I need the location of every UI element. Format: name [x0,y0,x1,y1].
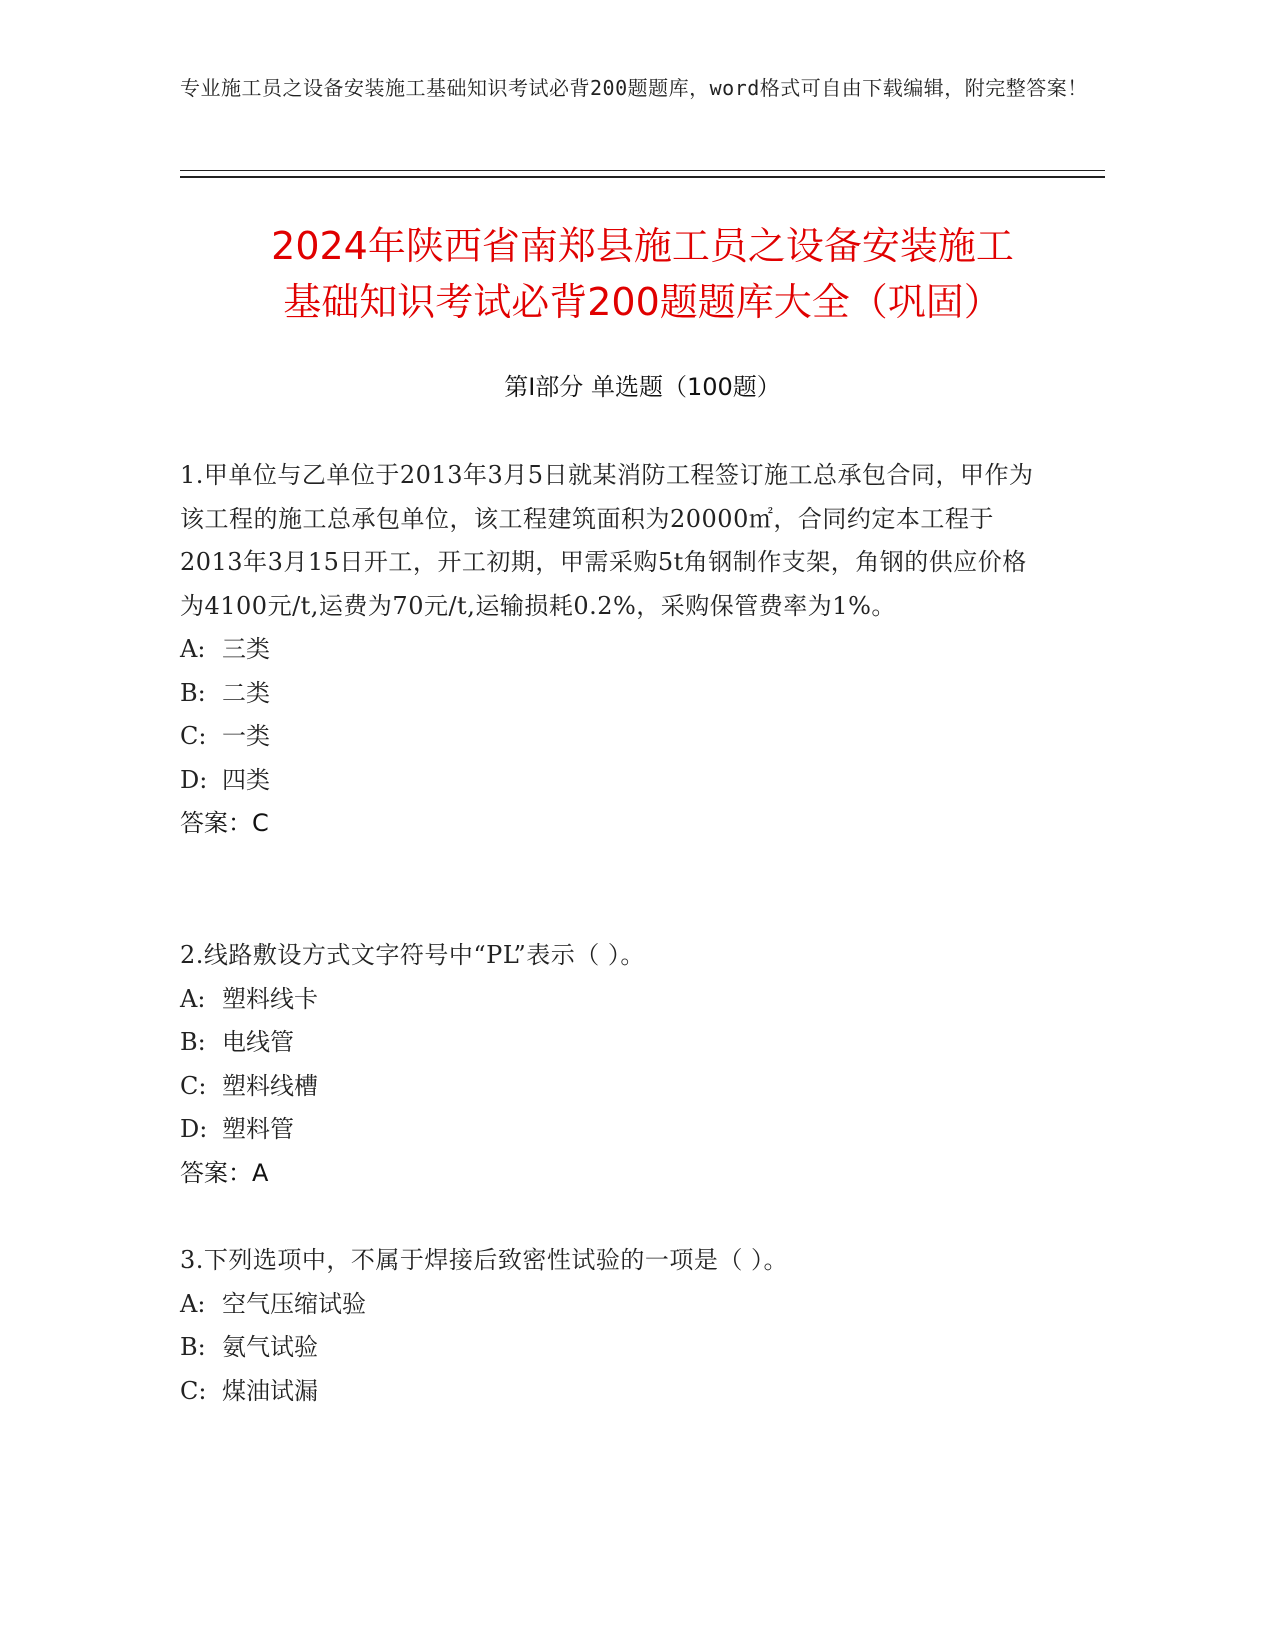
option-a [180,1283,1040,1327]
option-text: 煤油试漏 [222,1376,318,1405]
option-text: 三类 [222,635,270,663]
option-d [180,1108,1040,1152]
option-c [180,1065,1040,1109]
option-text: 氨气试验 [222,1333,318,1361]
option-letter: A: [180,1289,206,1318]
section-title: 第I部分 单选题（100题） [504,373,781,401]
option-a [180,978,1040,1022]
option-letter: A: [180,984,206,1013]
option-letter: A: [180,635,206,663]
option-b [180,1326,1040,1370]
title-line-2: 基础知识考试必背200题题库大全（巩固） [283,280,1002,324]
option-letter: B: [180,1333,206,1361]
answer-line: 答案：A [180,1158,269,1187]
option-text: 空气压缩试验 [222,1289,366,1318]
question-stem: 3.下列选项中，不属于焊接后致密性试验的一项是（ ）。 [180,1246,789,1274]
option-letter: D: [180,765,208,794]
option-d [180,759,1040,803]
document-title [180,218,1105,330]
option-text: 四类 [222,765,270,794]
option-letter: C: [180,722,207,750]
title-line-1: 2024年陕西省南郑县施工员之设备安装施工 [271,224,1014,268]
option-text: 塑料线卡 [222,984,318,1013]
option-text: 电线管 [222,1028,294,1056]
option-c [180,715,1040,759]
question-2 [180,934,1040,1195]
option-letter: B: [180,1028,206,1056]
option-text: 一类 [222,722,270,750]
option-letter: C: [180,1071,207,1100]
option-a [180,628,1040,672]
header-divider-bottom [180,176,1105,178]
option-b [180,1021,1040,1065]
question-stem: 1.甲单位与乙单位于2013年3月5日就某消防工程签订施工总承包合同，甲作为该工程的施工总承包单位，该工程建筑面积为20000㎡，合同约定本工程于2013年3月15日开工，开工初期，甲需采购5t角钢制作支架，角钢的供应价格为4100元/t,运费为70元/t,运输损耗0.2%，采购保管费率为1%。 [180,461,1034,620]
header-note: 专业施工员之设备安装施工基础知识考试必背200题题库，word格式可自由下载编辑，附完整答案！ [180,76,1088,100]
question-stem: 2.线路敷设方式文字符号中“PL”表示（ ）。 [180,941,645,969]
answer-line: 答案：C [180,809,269,837]
option-b [180,672,1040,716]
question-3 [180,1239,1040,1413]
option-text: 塑料管 [222,1115,294,1143]
option-letter: B: [180,678,206,707]
header-divider-top [180,170,1105,171]
option-text: 塑料线槽 [222,1071,318,1100]
option-text: 二类 [222,678,270,707]
question-1 [180,454,1040,846]
option-letter: D: [180,1115,208,1143]
option-letter: C: [180,1376,207,1405]
option-c [180,1370,1040,1414]
